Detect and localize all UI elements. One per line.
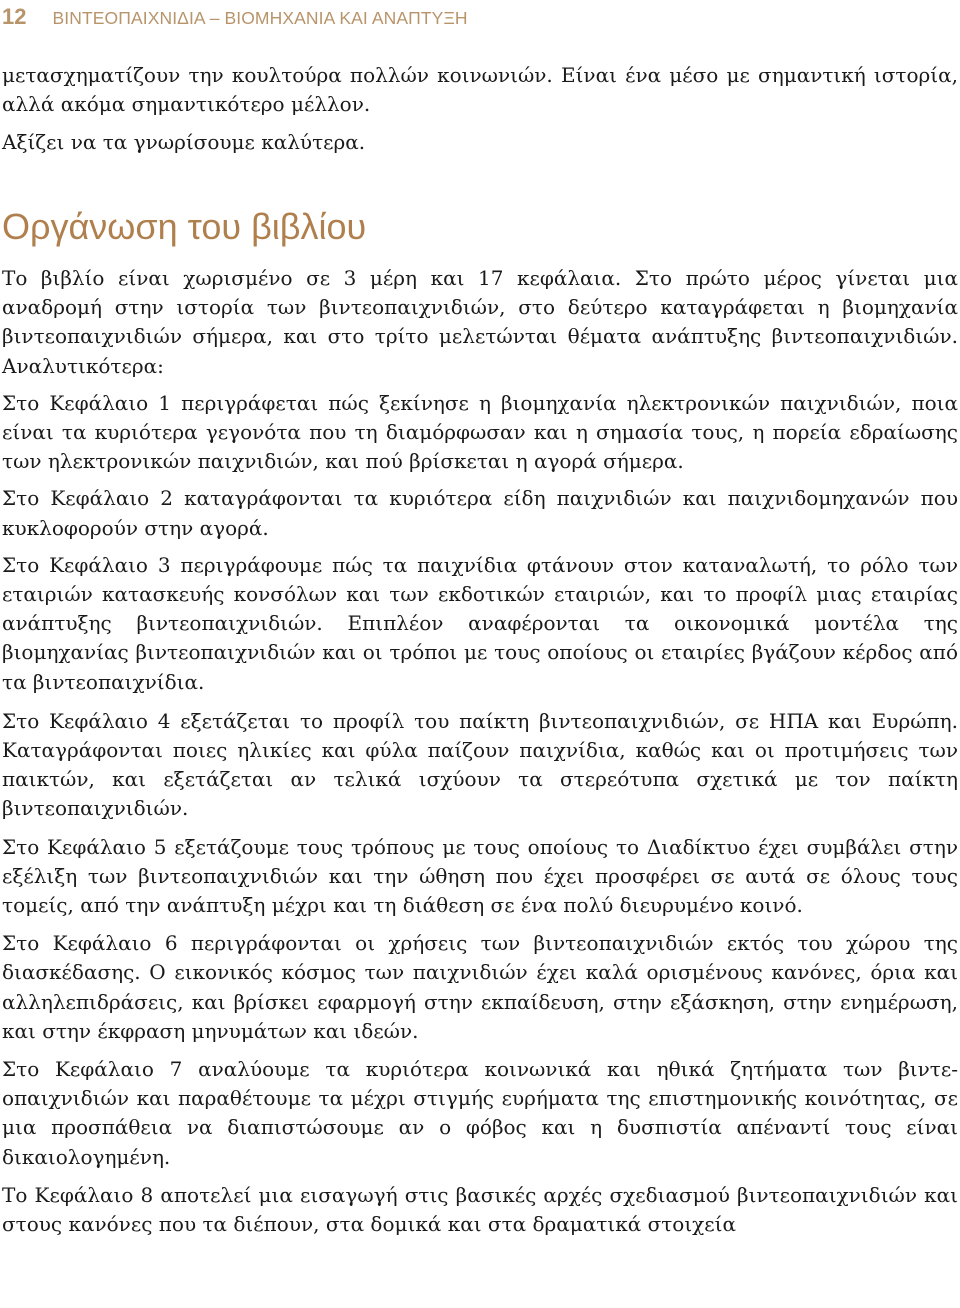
- body-paragraph: Στο Κεφάλαιο 3 περιγράφουμε πώς τα παιχνίδια φτάνουν στον καταναλωτή, το ρόλο των εταιριών κατασκευής κονσόλων και των εκδοτικών εταιριών, και το προφίλ μιας εταιρίας ανάπτυξης βιντεοπαιχνιδιών. Επιπλέον αναφέρονται τα οικονομικά μοντέλα της βιομηχανίας βιντεοπαιχνιδιών και οι τρόποι με τους οποίους οι εταιρίες βγάζουν κέρδος από τα βιντεοπαιχνίδια.: [2, 552, 958, 694]
- intro-text: [2, 61, 958, 158]
- running-header: [2, 4, 468, 32]
- body-paragraph: Στο Κεφάλαιο 5 εξετάζουμε τους τρόπους με τους οποίους το Διαδίκτυο έχει συμβάλει στην εξέλιξη των βιντεοπαιχνιδιών και την ώθηση που έχει προσφέρει σε αυτά σε όλους τους τομείς, από την ανάπτυξη μέχρι και τη διάθεση σε ένα πολύ διευρυμένο κοινό.: [2, 834, 958, 918]
- body-paragraph: Στο Κεφάλαιο 4 εξετάζεται το προφίλ του παίκτη βιντεοπαιχνιδιών, σε ΗΠΑ και Ευρώπη. Καταγράφονται ποιες ηλικίες και φύλα παίζουν παιχνίδια, καθώς και οι προτιμήσεις των παικτών, και εξετάζεται αν τελικά ισχύουν τα στερεότυπα σχετικά με τον παίκτη βιντεοπαιχνιδιών.: [2, 708, 958, 821]
- body-paragraph: Στο Κεφάλαιο 2 καταγράφονται τα κυριότερα είδη παιχνιδιών και παιχνιδομηχανών που κυκλοφορούν στην αγορά.: [2, 486, 958, 540]
- section-heading: Οργάνωση του βιβλίου: [2, 206, 367, 247]
- body-paragraph: Το βιβλίο είναι χωρισμένο σε 3 μέρη και 17 κεφάλαια. Στο πρώτο μέρος γίνεται μια αναδρομή στην ιστορία των βιντεοπαιχνιδιών, στο δεύτερο καταγράφεται η βιομηχανία βιντεοπαιχνιδιών σήμερα, και στο τρίτο μελετώνται θέματα ανάπτυξης βιντεοπαιχνιδιών. Αναλυτικότερα:: [2, 266, 958, 378]
- running-title: ΒΙΝΤΕΟΠΑΙΧΝΙΔΙΑ – ΒΙΟΜΗΧΑΝΙΑ ΚΑΙ ΑΝΑΠΤΥΞΗ: [52, 8, 468, 28]
- section-body: [2, 264, 958, 1239]
- body-paragraph: Το Κεφάλαιο 8 αποτελεί μια εισαγωγή στις βασικές αρχές σχεδιασμού βιντεοπαιχνιδιών και στους κανόνες που τα διέπουν, στα δομικά και στα δραματικά στοιχεία: [2, 1182, 958, 1237]
- page-number: 12: [2, 4, 27, 29]
- body-paragraph: Στο Κεφάλαιο 7 αναλύουμε τα κυριότερα κοινωνικά και ηθικά ζητήματα των βιντεοπαιχνιδιών και παραθέτουμε τα μέχρι στιγμής ευρήματα της επιστημονικής κοινότητας, σε μια προσπάθεια να διαπιστώσουμε αν ο φόβος και η δυσπιστία απέναντί τους είναι δικαιολογημένη.: [2, 1057, 958, 1169]
- intro-paragraph: Αξίζει να τα γνωρίσουμε καλύτερα.: [2, 130, 366, 155]
- body-paragraph: Στο Κεφάλαιο 6 περιγράφονται οι χρήσεις των βιντεοπαιχνιδιών εκτός του χώρου της διασκέδασης. Ο εικονικός κόσμος των παιχνιδιών έχει καλά ορισμένους κανόνες, όρια και αλληλεπιδράσεις, και βρίσκει εφαρμογή στην εκπαίδευση, στην εξάσκηση, στην ενημέρωση, και στην έκφραση μηνυμάτων και ιδεών.: [2, 931, 958, 1043]
- intro-paragraph: μετασχηματίζουν την κουλτούρα πολλών κοινωνιών. Είναι ένα μέσο με σημαντική ιστορία, αλλά ακόμα σημαντικότερο μέλλον.: [2, 63, 958, 117]
- body-paragraph: Στο Κεφάλαιο 1 περιγράφεται πώς ξεκίνησε η βιομηχανία ηλεκτρονικών παιχνιδιών, ποια είναι τα κυριότερα γεγονότα που τη διαμόρφωσαν και η σημασία τους, η πορεία εδραίωσης των ηλεκτρονικών παιχνιδιών, και πού βρίσκεται η αγορά σήμερα.: [2, 390, 958, 474]
